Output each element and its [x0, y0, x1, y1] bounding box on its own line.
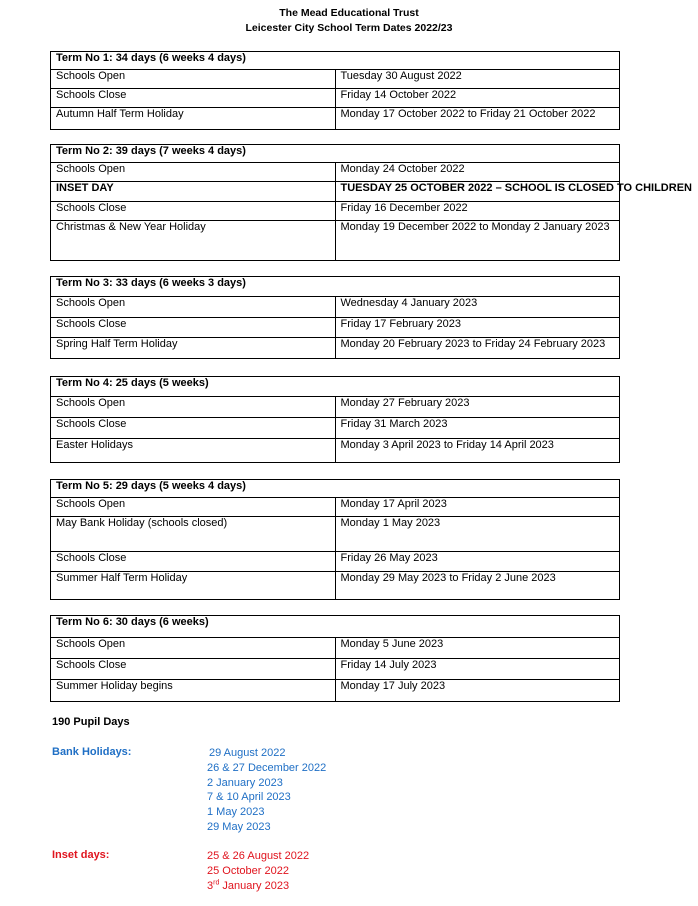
row-label: Schools Close — [51, 89, 336, 108]
term-title: Term No 6: 30 days (6 weeks) — [51, 616, 620, 638]
row-label: Schools Close — [51, 552, 336, 572]
term-title: Term No 2: 39 days (7 weeks 4 days) — [51, 145, 620, 163]
row-value: Monday 20 February 2023 to Friday 24 February 2023 — [335, 338, 620, 359]
bank-holiday-date: 2 January 2023 — [207, 776, 283, 789]
row-label: May Bank Holiday (schools closed) — [51, 517, 336, 552]
row-label: Spring Half Term Holiday — [51, 338, 336, 359]
row-value: Monday 17 April 2023 — [335, 498, 620, 517]
row-value: Monday 19 December 2022 to Monday 2 January 2023 — [335, 221, 620, 261]
row-label: Schools Open — [51, 297, 336, 318]
row-value: Friday 26 May 2023 — [335, 552, 620, 572]
row-label: Autumn Half Term Holiday — [51, 108, 336, 130]
row-value: Monday 24 October 2022 — [335, 163, 620, 182]
inset-days-label: Inset days: — [52, 849, 110, 861]
row-value: Tuesday 30 August 2022 — [335, 70, 620, 89]
bank-holidays-label: Bank Holidays: — [52, 746, 132, 758]
term-title: Term No 5: 29 days (5 weeks 4 days) — [51, 480, 620, 498]
row-value: Friday 14 July 2023 — [335, 659, 620, 680]
term-title: Term No 3: 33 days (6 weeks 3 days) — [51, 277, 620, 297]
bank-holiday-date: 29 August 2022 — [209, 747, 286, 759]
row-label: Christmas & New Year Holiday — [51, 221, 336, 261]
bank-holiday-date: 26 & 27 December 2022 — [207, 761, 327, 774]
term-2-table — [50, 144, 692, 261]
inset-day-date: 25 October 2022 — [207, 864, 289, 877]
row-label: Schools Close — [51, 659, 336, 680]
inset-day-ordinal: rd — [213, 878, 220, 886]
inset-day-date: 25 & 26 August 2022 — [207, 850, 310, 862]
row-label: Schools Close — [51, 418, 336, 439]
row-label: Summer Half Term Holiday — [51, 572, 336, 600]
term-6-table — [50, 615, 620, 702]
bank-holiday-date: 7 & 10 April 2023 — [207, 791, 291, 804]
row-label: Schools Close — [51, 202, 336, 221]
row-label: Easter Holidays — [51, 439, 336, 463]
bank-holiday-date: 1 May 2023 — [207, 806, 265, 819]
row-label: Schools Close — [51, 318, 336, 338]
row-value: Monday 5 June 2023 — [335, 638, 620, 659]
row-label: Schools Open — [51, 638, 336, 659]
row-label: INSET DAY — [51, 182, 336, 202]
row-value: Monday 3 April 2023 to Friday 14 April 2023 — [335, 439, 620, 463]
term-3-table — [50, 276, 620, 359]
row-value: Monday 17 July 2023 — [335, 680, 620, 702]
row-value: Monday 17 October 2022 to Friday 21 October 2022 — [335, 108, 620, 130]
inset-day-date — [207, 879, 309, 894]
term-title: Term No 4: 25 days (5 weeks) — [51, 377, 620, 397]
term-1-table — [50, 51, 620, 130]
row-value: Monday 29 May 2023 to Friday 2 June 2023 — [335, 572, 620, 600]
document-title: Leicester City School Term Dates 2022/23 — [245, 22, 453, 34]
inset-days-list — [207, 849, 309, 893]
pupil-days-total: 190 Pupil Days — [52, 716, 130, 728]
row-value: Monday 1 May 2023 — [335, 517, 620, 552]
inset-day-month-year: January 2023 — [219, 879, 290, 892]
row-value: Friday 17 February 2023 — [335, 318, 620, 338]
row-label: Summer Holiday begins — [51, 680, 336, 702]
term-title: Term No 1: 34 days (6 weeks 4 days) — [51, 52, 620, 70]
bank-holidays-list — [207, 746, 326, 835]
trust-name: The Mead Educational Trust — [279, 7, 419, 19]
row-value: TUESDAY 25 OCTOBER 2022 – SCHOOL IS CLOSED TO CHILDREN — [335, 182, 620, 202]
row-label: Schools Open — [51, 163, 336, 182]
bank-holiday-date: 29 May 2023 — [207, 820, 271, 833]
row-label: Schools Open — [51, 397, 336, 418]
inset-day-number: 3 — [207, 879, 214, 892]
term-4-table — [50, 376, 620, 463]
row-value: Friday 31 March 2023 — [335, 418, 620, 439]
row-value: Friday 16 December 2022 — [335, 202, 620, 221]
row-value: Wednesday 4 January 2023 — [335, 297, 620, 318]
row-label: Schools Open — [51, 498, 336, 517]
term-5-table — [50, 479, 620, 600]
row-value: Monday 27 February 2023 — [335, 397, 620, 418]
row-label: Schools Open — [51, 70, 336, 89]
row-value: Friday 14 October 2022 — [335, 89, 620, 108]
